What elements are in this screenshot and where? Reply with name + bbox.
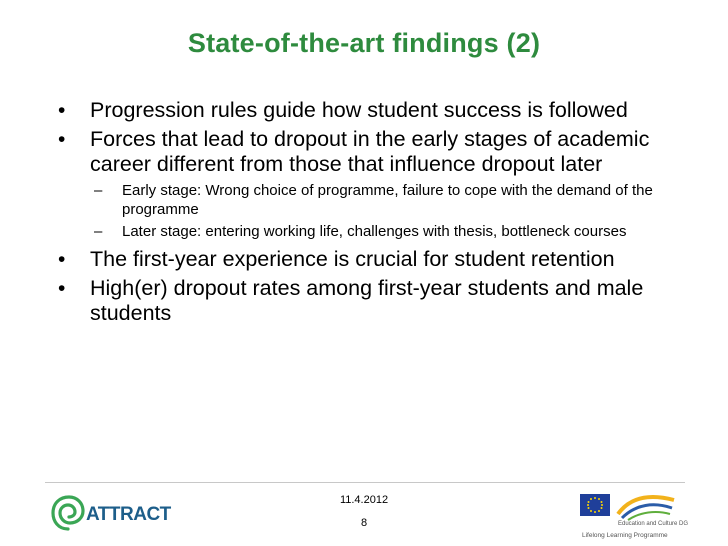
bullet-icon: • — [58, 128, 66, 151]
slide-date: 11.4.2012 — [339, 494, 389, 506]
bullet-item — [54, 247, 674, 272]
bullet-text: The first-year experience is crucial for student retention — [90, 247, 615, 271]
dash-icon: – — [94, 223, 103, 240]
dash-icon: – — [94, 182, 103, 199]
sub-bullet-item — [54, 181, 674, 219]
llp-caption: Lifelong Learning Programme — [582, 532, 668, 539]
bullet-icon: • — [58, 277, 66, 300]
bullet-text: High(er) dropout rates among first-year students and male students — [90, 276, 644, 325]
logo-text: ATTRACT — [86, 504, 171, 525]
bullet-text: Progression rules guide how student success is followed — [90, 98, 628, 122]
spiral-icon — [50, 493, 86, 533]
sub-bullet-item — [54, 222, 674, 241]
bullet-icon: • — [58, 248, 66, 271]
bullet-item — [54, 127, 674, 177]
bullet-text: Forces that lead to dropout in the early stages of academic career different from those that influence dropout later — [90, 127, 650, 176]
bullet-item — [54, 98, 674, 123]
bullet-list — [54, 98, 674, 330]
attract-logo — [48, 490, 173, 536]
footer-divider — [45, 482, 685, 483]
bullet-item — [54, 276, 674, 326]
slide-title: State-of-the-art findings (2) — [187, 28, 541, 58]
eu-flag-icon — [580, 494, 610, 516]
page-number: 8 — [360, 517, 368, 529]
sub-bullet-text: Later stage: entering working life, challenges with thesis, bottleneck courses — [122, 223, 627, 240]
sub-bullet-text: Early stage: Wrong choice of programme, failure to cope with the demand of the programme — [122, 182, 653, 218]
eu-llp-logo — [580, 490, 690, 542]
eu-caption: Education and Culture DG — [618, 521, 689, 527]
lifelong-learning-icon — [616, 492, 676, 522]
bullet-icon: • — [58, 99, 66, 122]
